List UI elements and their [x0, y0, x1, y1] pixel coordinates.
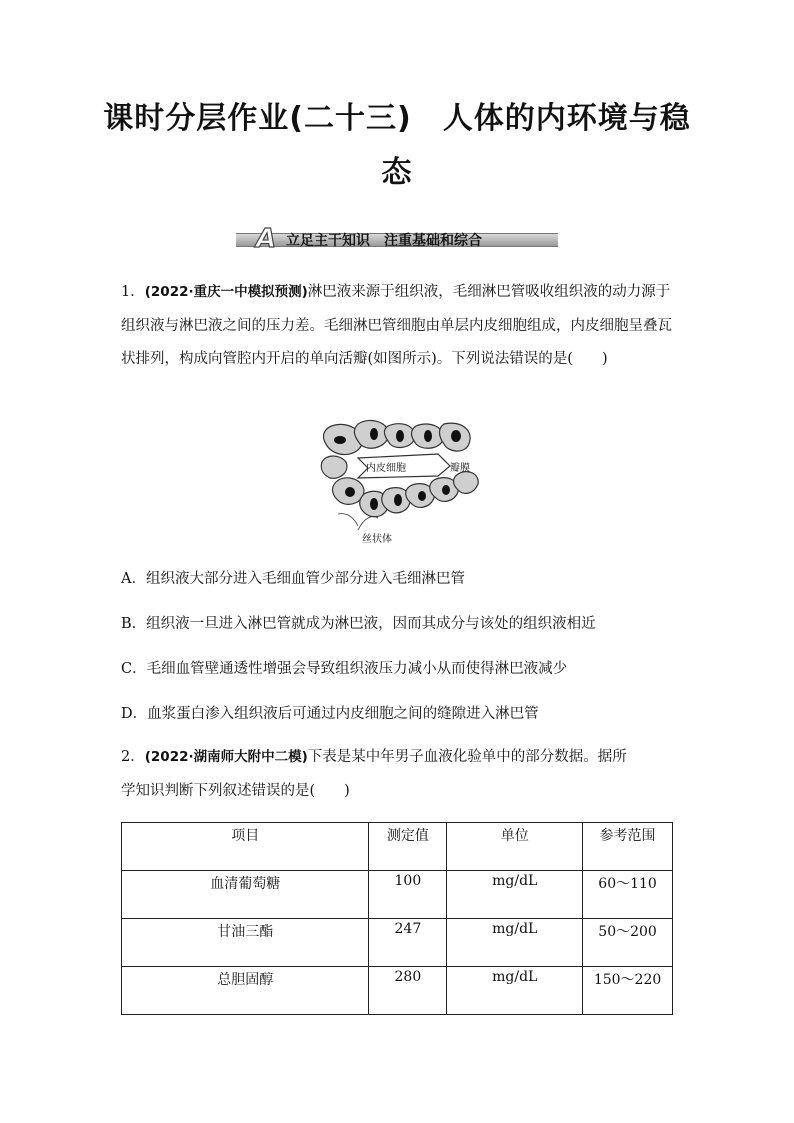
question-2-line-1 — [121, 741, 677, 775]
question-2-line-2: 学知识判断下列叙述错误的是( ) — [121, 782, 350, 799]
cell-unit: mg/dL — [447, 871, 583, 919]
cell-measured: 247 — [369, 919, 447, 967]
table-row — [122, 919, 673, 967]
option-d: D．血浆蛋白渗入组织液后可通过内皮细胞之间的缝隙进入淋巴管 — [121, 706, 539, 722]
cell-unit: mg/dL — [447, 967, 583, 1015]
table-row — [122, 967, 673, 1015]
cell-measured: 100 — [369, 871, 447, 919]
cell-item: 总胆固醇 — [122, 967, 369, 1015]
header-reference: 参考范围 — [583, 823, 673, 871]
option-a: A．组织液大部分进入毛细血管少部分进入毛细淋巴管 — [121, 571, 465, 587]
lymph-capillary-figure — [318, 418, 486, 550]
option-b: B．组织液一旦进入淋巴管就成为淋巴液，因而其成分与该处的组织液相近 — [121, 616, 596, 632]
header-measured: 测定值 — [369, 823, 447, 871]
section-banner — [236, 224, 558, 254]
title-line-1: 课时分层作业(二十三) 人体的内环境与稳 — [103, 101, 691, 136]
table-row — [122, 871, 673, 919]
cell-unit: mg/dL — [447, 919, 583, 967]
question-text: 下表是某中年男子血液化验单中的部分数据。据所 — [307, 749, 627, 765]
cell-reference: 150～220 — [583, 967, 673, 1015]
question-1-stem — [121, 276, 677, 377]
question-source: (2022·重庆一中模拟预测) — [144, 284, 308, 300]
cell-item: 甘油三酯 — [122, 919, 369, 967]
question-number: 2． — [121, 749, 145, 765]
cell-measured: 280 — [369, 967, 447, 1015]
label-endothelial-cell: 内皮细胞 — [366, 463, 406, 474]
question-source: (2022·湖南师大附中二模) — [144, 749, 308, 765]
section-banner-text: 立足主干知识 注重基础和综合 — [286, 233, 482, 249]
cell-reference: 50～200 — [583, 919, 673, 967]
section-letter: A — [256, 224, 277, 254]
cell-item: 血清葡萄糖 — [122, 871, 369, 919]
table-header-row — [122, 823, 673, 871]
option-c: C．毛细血管壁通透性增强会导致组织液压力减小从而使得淋巴液减少 — [121, 661, 568, 677]
cell-reference: 60～110 — [583, 871, 673, 919]
header-unit: 单位 — [447, 823, 583, 871]
title-line-2: 态 — [381, 155, 413, 190]
question-2-stem — [121, 741, 677, 808]
label-valve: 瓣膜 — [450, 463, 470, 474]
question-number: 1． — [121, 284, 145, 300]
page-title — [100, 92, 694, 200]
question-text: 淋巴液来源于组织液，毛细淋巴管吸收组织液的动力源于组织液与淋巴液之间的压力差。毛细淋巴管细胞由单层内皮细胞组成，内皮细胞呈叠瓦状排列，构成向管腔内开启的单向活瓣(如图所示)。下列说法错误的是( ) — [121, 284, 672, 367]
header-item: 项目 — [122, 823, 369, 871]
label-filament: 丝状体 — [362, 534, 392, 545]
blood-test-table — [121, 822, 673, 1015]
